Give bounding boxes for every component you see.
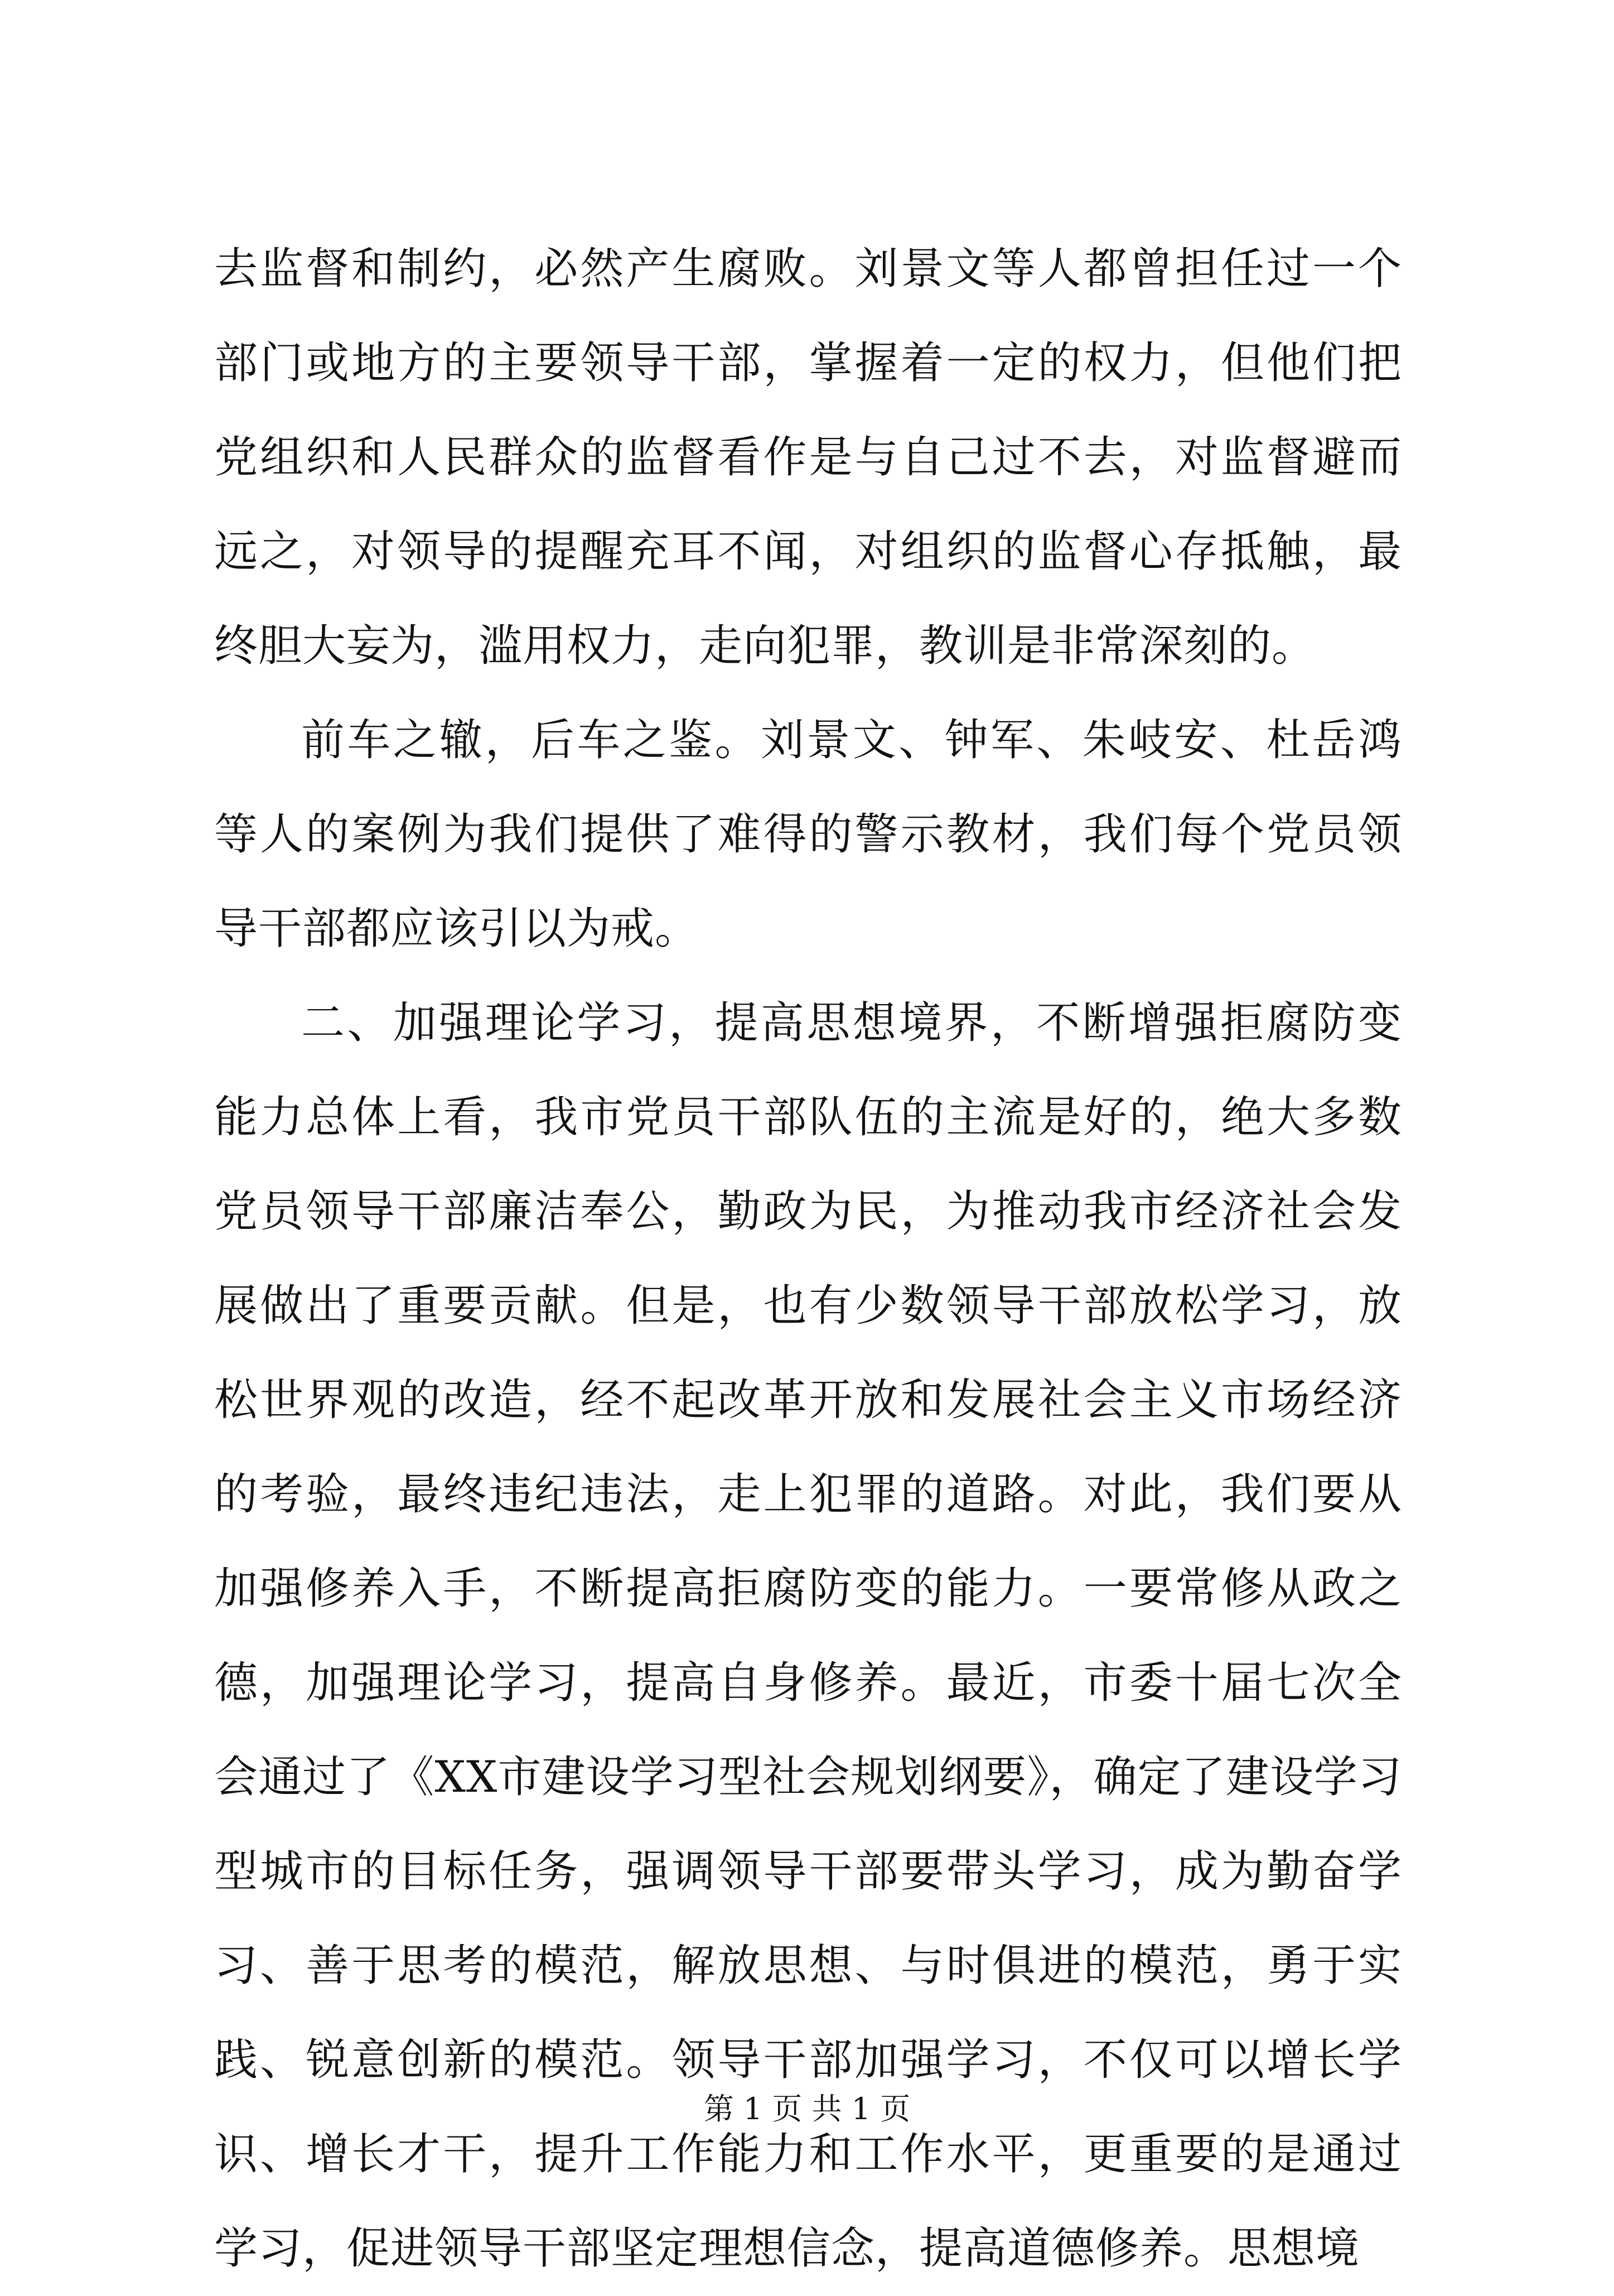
document-body [214,222,1402,2296]
page-footer: 第 1 页 共 1 页 [703,2091,911,2126]
paragraph-section-two: 二、加强理论学习，提高思想境界，不断增强拒腐防变能力总体上看，我市党员干部队伍的主流是好的，绝大多数党员领导干部廉洁奉公，勤政为民，为推动我市经济社会发展做出了重要贡献。但是，也有少数领导干部放松学习，放松世界观的改造，经不起改革开放和发展社会主义市场经济的考验，最终违纪违法，走上犯罪的道路。对此，我们要从加强修养入手，不断提高拒腐防变的能力。一要常修从政之德，加强理论学习，提高自身修养。最近，市委十届七次全会通过了《XX市建设学习型社会规划纲要》，确定了建设学习型城市的目标任务，强调领导干部要带头学习，成为勤奋学习、善于思考的模范，解放思想、与时俱进的模范，勇于实践、锐意创新的模范。领导干部加强学习，不仅可以增长学识、增长才干，提升工作能力和工作水平，更重要的是通过学习，促进领导干部坚定理想信念，提高道德修养。思想境 [214,998,1402,2274]
paragraph-warning-lesson: 前车之辙，后车之鉴。刘景文、钟军、朱岐安、杜岳鸿等人的案例为我们提供了难得的警示教材，我们每个党员领导干部都应该引以为戒。 [214,715,1402,954]
paragraph-continuation: 去监督和制约，必然产生腐败。刘景文等人都曾担任过一个部门或地方的主要领导干部，掌握着一定的权力，但他们把党组织和人民群众的监督看作是与自己过不去，对监督避而远之，对领导的提醒充耳不闻，对组织的监督心存抵触，最终胆大妄为，滥用权力，走向犯罪，教训是非常深刻的。 [214,244,1402,671]
